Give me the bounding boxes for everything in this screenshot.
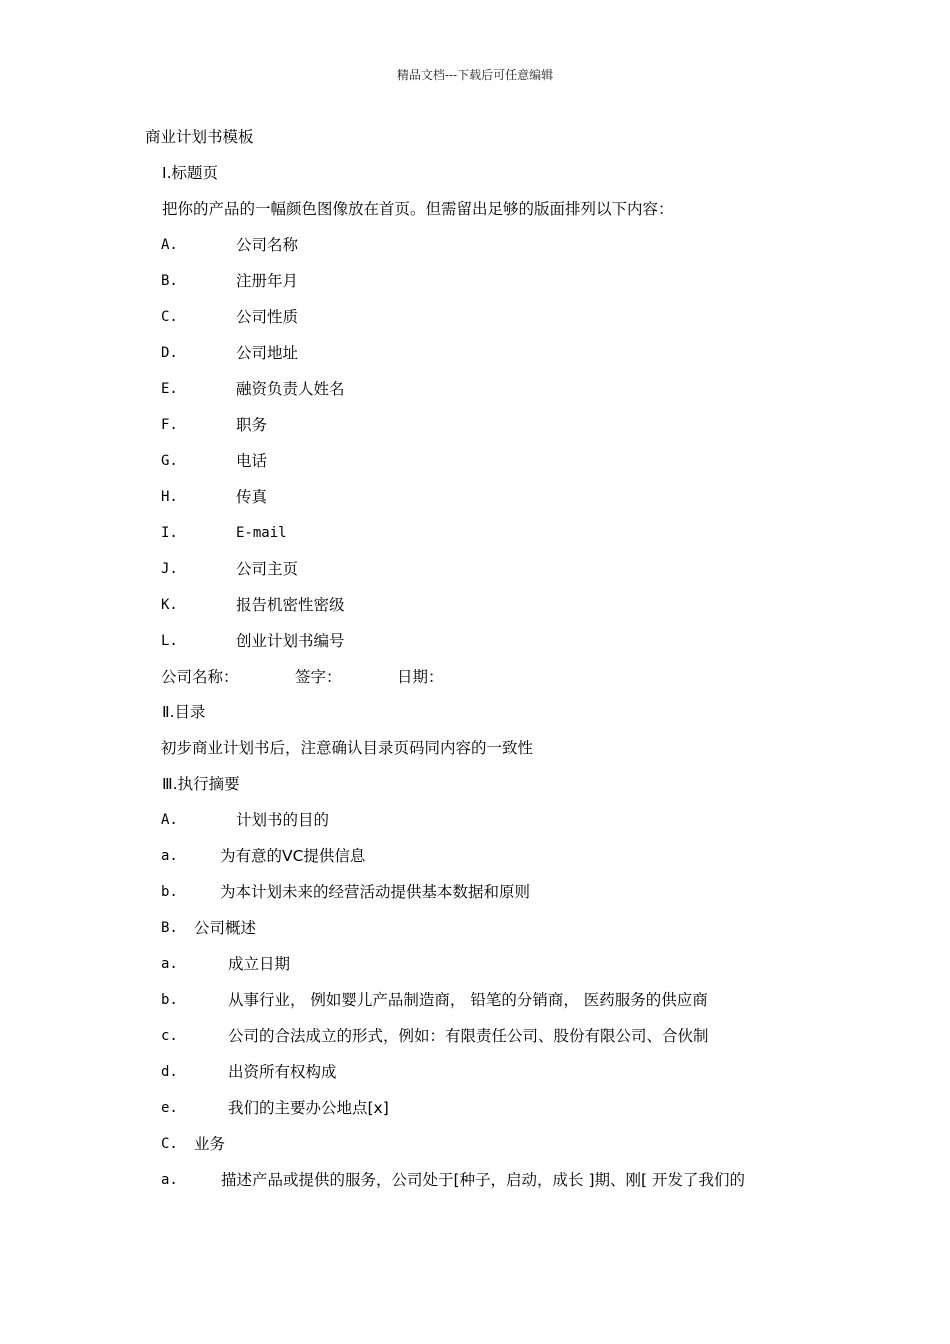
signature-label: 签字：: [295, 668, 342, 686]
list-text: 我们的主要办公地点[x]: [228, 1099, 389, 1117]
list-key: I.: [161, 525, 178, 541]
list-key: H.: [161, 489, 178, 505]
section-3-heading: Ⅲ.执行摘要: [162, 775, 240, 793]
list-key: a.: [161, 1172, 178, 1188]
section-1-intro: 把你的产品的一幅颜色图像放在首页。但需留出足够的版面排列以下内容：: [162, 200, 674, 218]
list-text: 电话: [236, 452, 268, 470]
list-text: 描述产品或提供的服务，公司处于[种子，启动，成长 ]期、刚[ 开发了我们的: [221, 1171, 745, 1189]
list-key: c.: [161, 1028, 178, 1044]
list-key: G.: [161, 453, 178, 469]
list-key: D.: [161, 345, 178, 361]
company-name-label: 公司名称：: [161, 668, 239, 686]
section-1-heading: Ⅰ.标题页: [162, 164, 218, 182]
date-label: 日期：: [397, 668, 444, 686]
list-text: 从事行业， 例如婴儿产品制造商， 铅笔的分销商， 医药服务的供应商: [228, 991, 708, 1009]
list-key: L.: [161, 633, 178, 649]
list-text: 公司主页: [236, 560, 299, 578]
list-key: a.: [161, 956, 178, 972]
list-key: A.: [161, 812, 178, 828]
page-header: 精品文档---下载后可任意编辑: [396, 68, 554, 82]
list-key: F.: [161, 417, 178, 433]
list-text: 计划书的目的: [236, 811, 330, 829]
list-key: b.: [161, 992, 178, 1008]
list-text: 公司性质: [236, 308, 299, 326]
list-key: C.: [161, 309, 178, 325]
section-2-text: 初步商业计划书后，注意确认目录页码同内容的一致性: [161, 739, 534, 757]
list-text: 创业计划书编号: [236, 632, 345, 650]
list-key: A.: [161, 237, 178, 253]
list-text: 注册年月: [236, 272, 299, 290]
section-2-heading: Ⅱ.目录: [162, 703, 206, 721]
list-text: 成立日期: [228, 955, 291, 973]
list-key: C.: [161, 1136, 178, 1152]
list-text: 职务: [236, 416, 268, 434]
document-title: 商业计划书模板: [145, 128, 254, 146]
list-text: 业务: [194, 1135, 226, 1153]
list-key: E.: [161, 381, 178, 397]
list-text: 报告机密性密级: [236, 596, 345, 614]
list-text: 公司概述: [194, 919, 257, 937]
list-key: J.: [161, 561, 178, 577]
list-text: 为本计划未来的经营活动提供基本数据和原则: [220, 883, 531, 901]
list-key: e.: [161, 1100, 178, 1116]
list-text: 公司的合法成立的形式，例如：有限责任公司、股份有限公司、合伙制: [228, 1027, 709, 1045]
list-key: K.: [161, 597, 178, 613]
list-key: B.: [161, 920, 178, 936]
list-text: E-mail: [236, 525, 287, 541]
list-text: 融资负责人姓名: [236, 380, 345, 398]
list-key: d.: [161, 1064, 178, 1080]
list-key: b.: [161, 884, 178, 900]
list-text: 为有意的VC提供信息: [220, 847, 366, 865]
list-text: 出资所有权构成: [228, 1063, 337, 1081]
list-text: 公司名称: [236, 236, 299, 254]
list-key: B.: [161, 273, 178, 289]
list-key: a.: [161, 848, 178, 864]
list-text: 传真: [236, 488, 268, 506]
list-text: 公司地址: [236, 344, 299, 362]
